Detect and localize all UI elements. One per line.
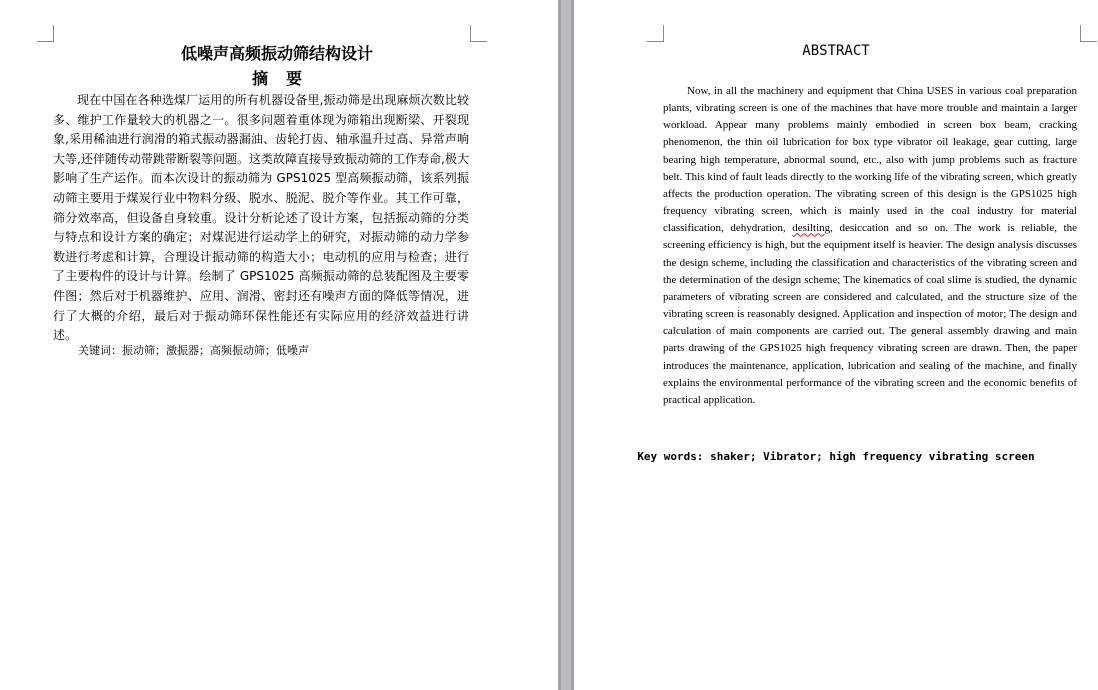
crop-mark-top-left — [37, 25, 54, 42]
english-keywords: Key words: shaker; Vibrator; high frequency vibrating screen — [637, 450, 1035, 463]
spellcheck-flagged-word[interactable]: desilting — [792, 222, 831, 235]
crop-mark-top-left — [647, 25, 664, 42]
abstract-text-part: , desiccation and so on. The work is reliable, the screening efficiency is high, but the equipment itself is heavier. The design analysis discusses the design scheme, including the classification and characteristics of the vibrating screen and the determination of the design scheme; The kinematics of coal slime is studied, the dynamic parameters of vibrating screen are considered and calculated, and the structure size of the vibrating screen is reasonably designed. Application and inspection of motor; The design and calculation of main components are carried out. The general assembly drawing and main parts drawing of the GPS1025 high frequency vibrating screen are drawn. Then, the paper introduces the maintenance, application, lubrication and sealing of the machine, and finally explains the environmental performance of the vibrating screen and the economic benefits of practical application. — [663, 222, 1077, 406]
english-abstract-heading: ABSTRACT — [802, 43, 870, 59]
chinese-abstract-text[interactable]: 现在中国在各种选煤厂运用的所有机器设备里,振动筛是出现麻烦次数比较多、维护工作量较大的机器之一。很多问题着重体现为筛箱出现断梁、开裂现象,采用稀油进行润滑的箱式振动器漏油、齿轮打齿、轴承温升过高、异常声响大等,还伴随传动带跳带断裂等问题。这类故障直接导致振动筛的工作寿命,极大影响了生产运作。而本次设计的振动筛为 GPS1025 型高频振动筛，该系列振动筛主要用于煤炭行业中物料分级、脱水、脱泥、脱介等作业。其工作可靠，筛分效率高，但设备自身较重。设计分析论述了设计方案，包括振动筛的分类与特点和设计方案的确定；对煤泥进行运动学上的研究，对振动筛的动力学参数进行考虑和计算，合理设计振动筛的构造大小；电动机的应用与检查；进行了主要构件的设计与计算。绘制了 GPS1025 高频振动筛的总装配图及主要零件图；然后对于机器维护、应用、润滑、密封还有噪声方面的降低等情况，进行了大概的介绍，最后对于振动筛环保性能还有实际应用的经济效益进行讲述。 — [53, 93, 469, 343]
crop-mark-top-right — [470, 25, 487, 42]
page-gutter — [558, 0, 574, 690]
chinese-abstract-heading: 摘要 — [251, 69, 320, 88]
chinese-title: 低噪声高频振动筛结构设计 — [180, 44, 373, 63]
crop-mark-top-right — [1080, 25, 1097, 42]
english-abstract-text[interactable] — [663, 83, 1077, 409]
chinese-keywords: 关键词：振动筛；激振器；高频振动筛；低噪声 — [78, 344, 309, 357]
abstract-text-part: Now, in all the machinery and equipment that China USES in various coal preparation plants, vibrating screen is one of the machines that have more trouble and maintain a larger workload. Appear many problems mainly embodied in screen box beam, cracking phenomenon, the thin oil lubrication for box type vibrator oil leakage, gear cutting, large bearing high temperature, abnormal sound, etc., also with jump problems such as fracture belt. This kind of fault leads directly to the working life of the vibrating screen, which greatly affects the production operation. The vibrating screen of this design is the GPS1025 high frequency vibrating screen, which is mainly used in the coal industry for material classification, dehydration, — [663, 85, 1077, 235]
